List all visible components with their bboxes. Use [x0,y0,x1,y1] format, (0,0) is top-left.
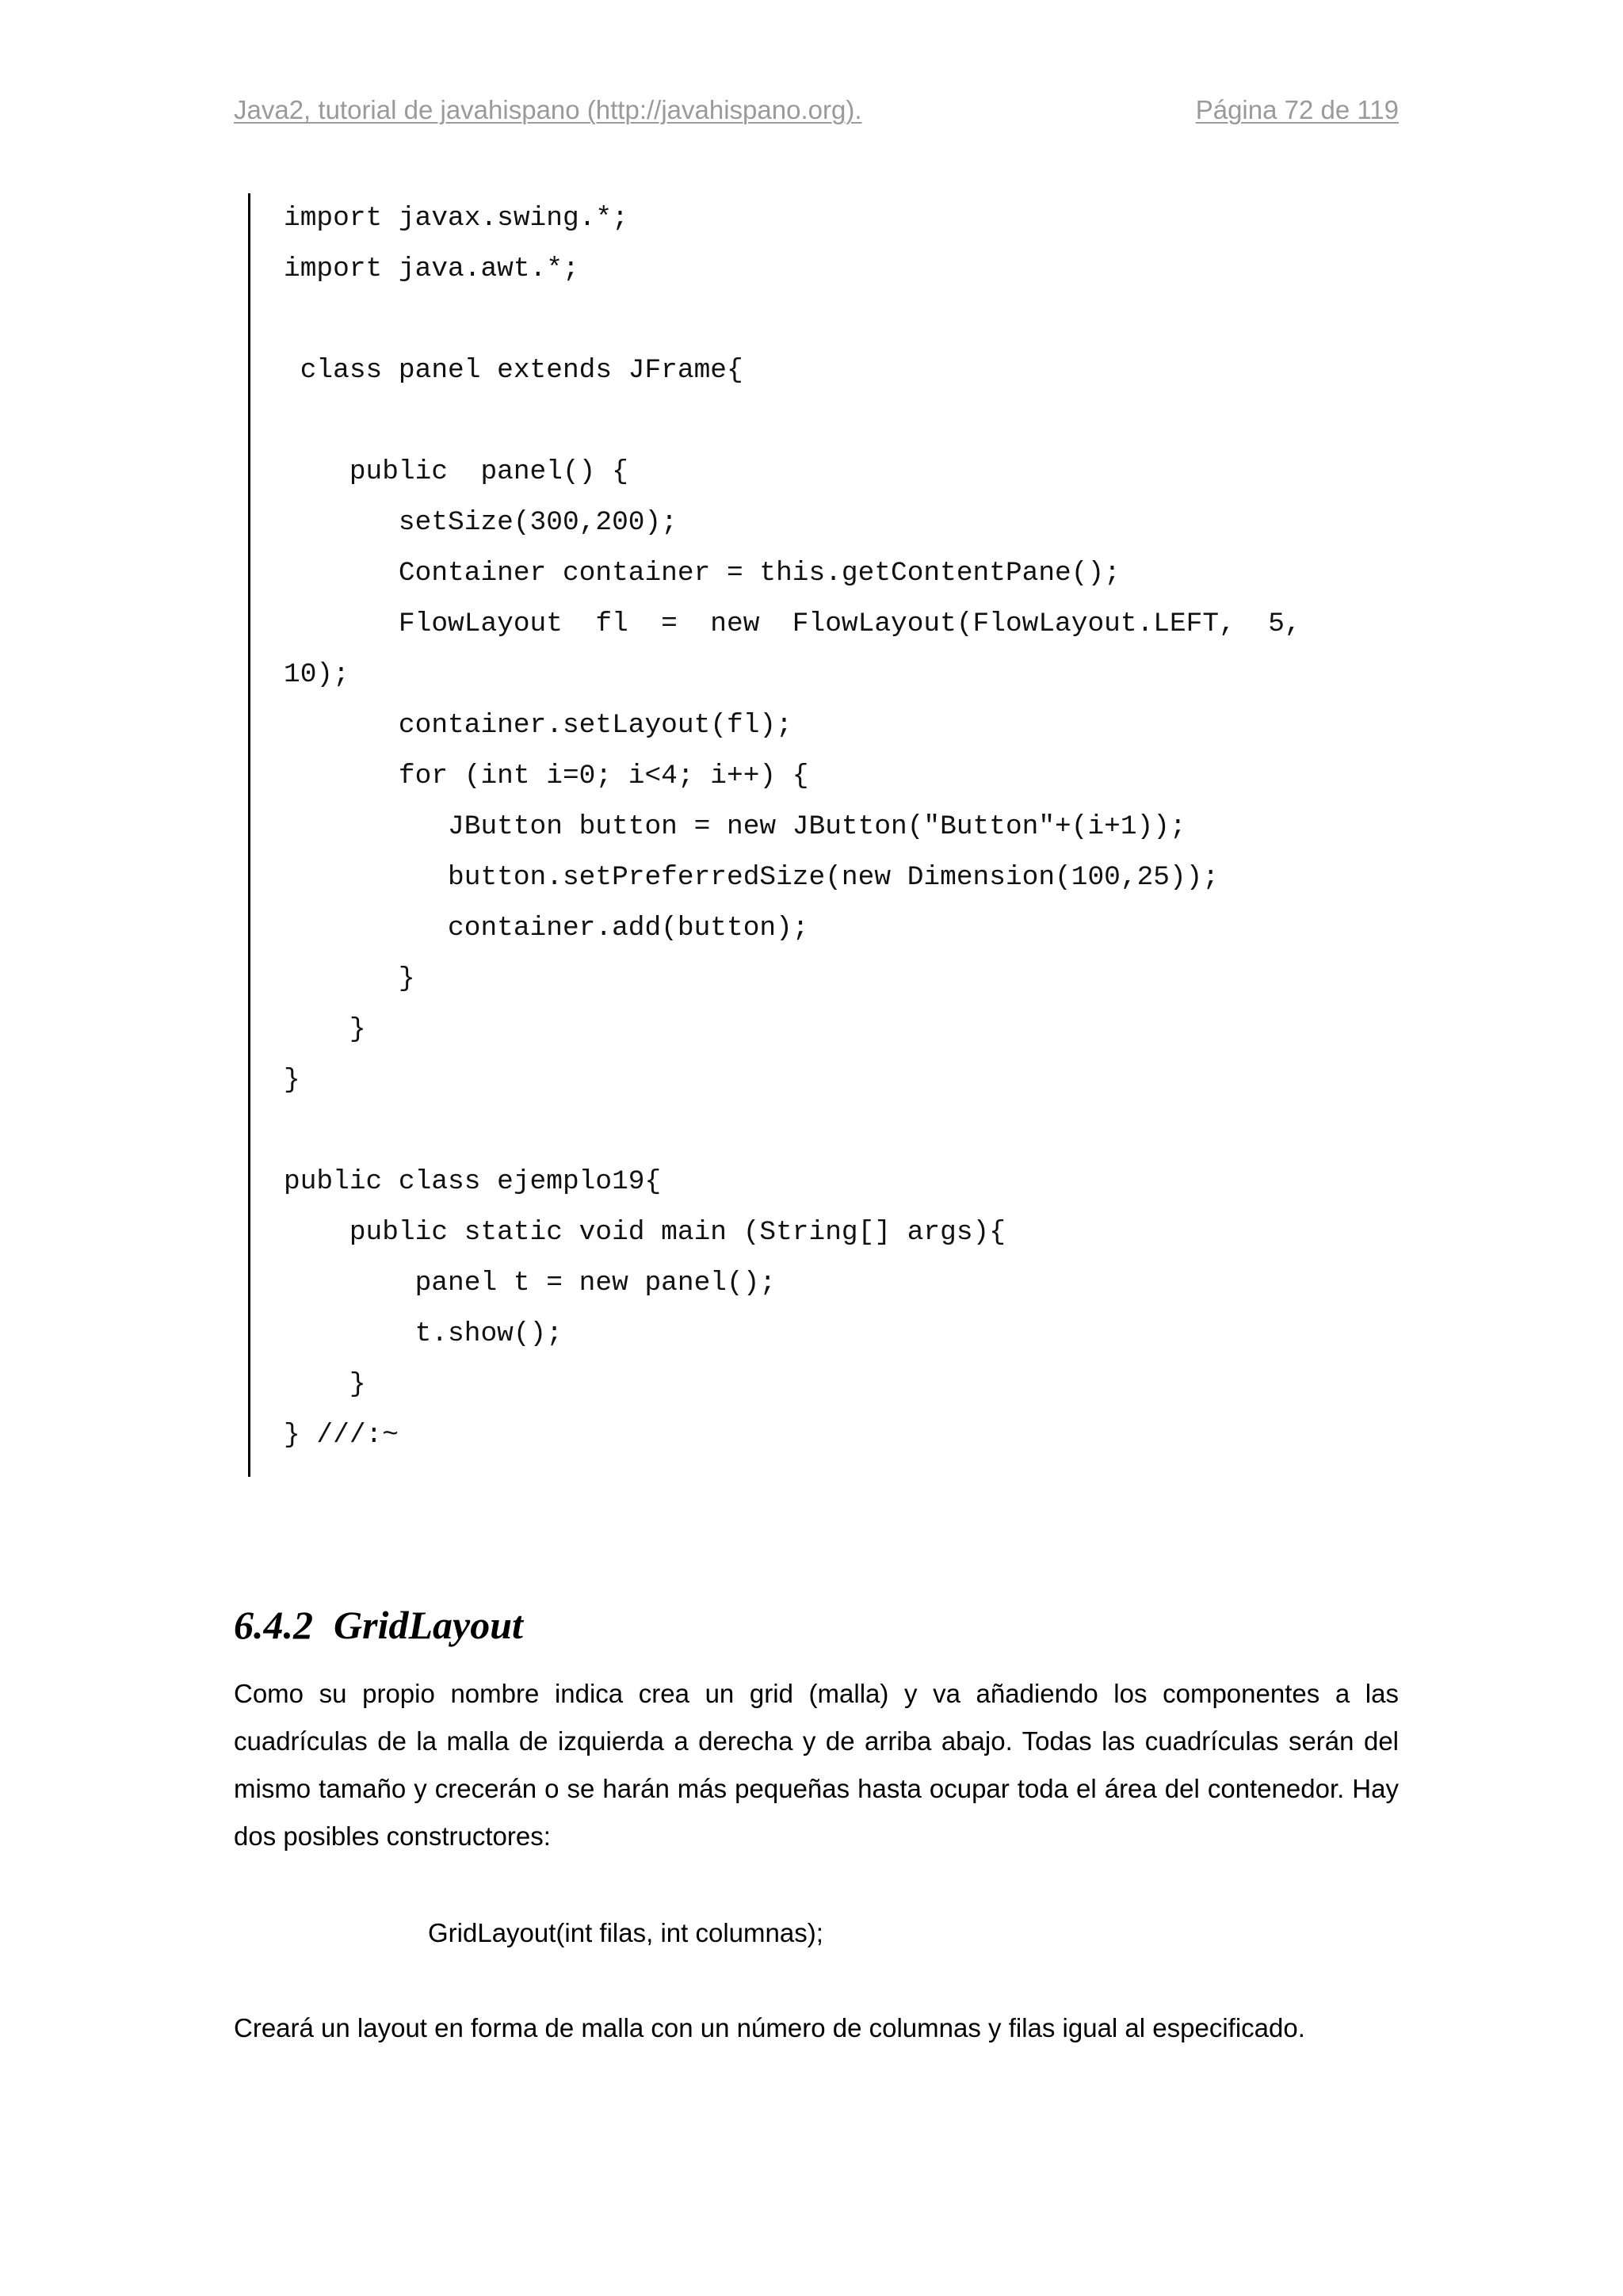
page-header [234,95,1399,135]
header-page-number: Página 72 de 119 [1195,95,1399,124]
code-line: class panel extends JFrame{ [284,355,743,386]
code-line: Container container = this.getContentPane(); [284,558,1121,589]
code-line: t.show(); [284,1318,563,1349]
code-line: public static void main (String[] args){ [284,1217,1006,1248]
section-title: GridLayout [334,1603,523,1647]
code-line: setSize(300,200); [284,507,678,538]
code-line: 10); [284,659,349,690]
constructor-signature: GridLayout(int filas, int columnas); [428,1918,823,1947]
code-line: } ///:~ [284,1420,399,1451]
code-listing [248,193,1407,1477]
code-line: import javax.swing.*; [284,203,628,234]
header-document-title: Java2, tutorial de javahispano (http://javahispano.org). [234,95,862,124]
code-line: } [284,963,415,994]
code-line: public class ejemplo19{ [284,1166,662,1197]
code-line: } [284,1065,300,1096]
code-line: for (int i=0; i<4; i++) { [284,761,809,791]
section-heading [234,1602,523,1648]
code-line: public panel() { [284,456,628,487]
code-line: } [284,1014,366,1045]
code-line: FlowLayout fl = new FlowLayout(FlowLayout.LEFT, 5, [284,608,1301,639]
code-line: container.add(button); [284,913,809,944]
description-paragraph: Creará un layout en forma de malla con un número de columnas y filas igual al especificado. [234,2013,1305,2042]
section-number: 6.4.2 [234,1603,313,1647]
code-line: container.setLayout(fl); [284,710,792,741]
code-line: import java.awt.*; [284,254,579,284]
code-line: panel t = new panel(); [284,1268,777,1299]
code-line: JButton button = new JButton("Button"+(i+1)); [284,811,1186,842]
code-line: } [284,1369,366,1400]
code-line: button.setPreferredSize(new Dimension(100,25)); [284,862,1220,893]
intro-paragraph: Como su propio nombre indica crea un grid (malla) y va añadiendo los componentes a las cuadrículas de la malla de izquierda a derecha y de arriba abajo. Todas las cuadrículas serán del mismo tamaño y crecerán o se harán más pequeñas hasta ocupar toda el área del contenedor. Hay dos posibles constructores: [234,1679,1399,1851]
